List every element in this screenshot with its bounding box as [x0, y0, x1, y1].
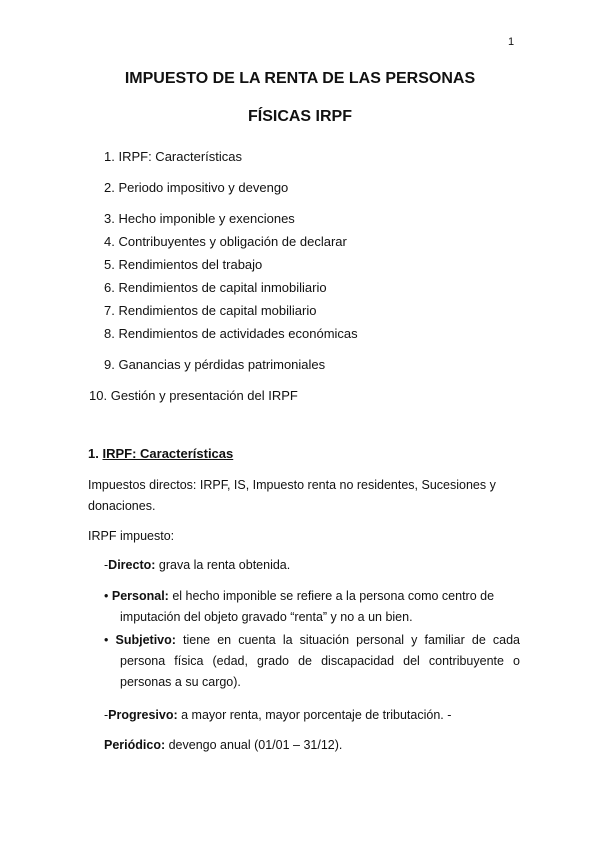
toc-number: 9.	[104, 357, 115, 372]
toc-text: IRPF: Características	[118, 149, 242, 164]
toc-item	[104, 357, 325, 372]
list-item-directo	[104, 555, 290, 576]
bullet-dot: •	[104, 633, 109, 647]
section-title: IRPF: Características	[102, 446, 234, 461]
list-item-progresivo	[104, 705, 451, 726]
irpf-subheading: IRPF impuesto:	[88, 529, 175, 543]
toc-text: Rendimientos de capital inmobiliario	[118, 280, 327, 295]
toc-number: 10.	[89, 388, 108, 403]
item-label: Periódico:	[104, 738, 166, 752]
toc-item	[104, 234, 347, 249]
toc-number: 3.	[104, 211, 115, 226]
toc-number: 6.	[104, 280, 115, 295]
toc-item	[104, 211, 295, 226]
item-text: devengo anual (01/01 – 31/12).	[168, 738, 343, 752]
page-number: 1	[508, 36, 515, 48]
page-title-line-1: IMPUESTO DE LA RENTA DE LAS PERSONAS	[124, 70, 476, 87]
item-text: el hecho imponible se refiere a la persona como centro de imputación del objeto gravado “renta” y no a un bien.	[120, 589, 495, 624]
toc-text: Rendimientos del trabajo	[118, 257, 263, 272]
toc-number: 5.	[104, 257, 115, 272]
intro-paragraph	[88, 475, 508, 517]
toc-item	[104, 326, 358, 341]
dash-bullet: -	[104, 558, 109, 572]
toc-number: 2.	[104, 180, 115, 195]
item-label: Subjetivo:	[115, 633, 176, 647]
toc-text: Hecho imponible y exenciones	[118, 211, 295, 226]
toc-item	[104, 149, 242, 164]
item-text: grava la renta obtenida.	[158, 558, 291, 572]
item-text: tiene en cuenta la situación personal y familiar de cada persona física (edad, grado de discapacidad del contribuyente o personas a su cargo).	[120, 633, 520, 689]
toc-number: 7.	[104, 303, 115, 318]
item-text: a mayor renta, mayor porcentaje de tributación.	[181, 708, 444, 722]
list-item-subjetivo	[104, 630, 520, 693]
section-number: 1.	[88, 446, 99, 461]
item-label: Personal:	[111, 589, 169, 603]
item-label: Directo:	[108, 558, 156, 572]
toc-text: Rendimientos de actividades económicas	[118, 326, 358, 341]
toc-number: 4.	[104, 234, 115, 249]
toc-text: Gestión y presentación del IRPF	[110, 388, 298, 403]
toc-item	[104, 303, 316, 318]
toc-item	[104, 280, 327, 295]
section-heading	[88, 446, 233, 461]
item-label: Progresivo:	[108, 708, 178, 722]
list-item-periodico	[104, 735, 342, 756]
toc-item	[104, 180, 288, 195]
toc-item	[89, 388, 298, 403]
toc-text: Periodo impositivo y devengo	[118, 180, 289, 195]
toc-text: Rendimientos de capital mobiliario	[118, 303, 317, 318]
toc-text: Ganancias y pérdidas patrimoniales	[118, 357, 326, 372]
toc-number: 1.	[104, 149, 115, 164]
toc-text: Contribuyentes y obligación de declarar	[118, 234, 347, 249]
list-item-personal	[104, 586, 520, 628]
dash-bullet: -	[104, 708, 109, 722]
page-title-line-2: FÍSICAS IRPF	[247, 108, 352, 125]
bullet-dot: •	[104, 589, 109, 603]
toc-item	[104, 257, 262, 272]
intro-line: Impuestos directos: IRPF, IS, Impuesto renta no residentes, Sucesiones y	[88, 478, 496, 492]
intro-line: donaciones.	[88, 499, 156, 513]
toc-number: 8.	[104, 326, 115, 341]
trailing-dash: -	[447, 708, 452, 722]
